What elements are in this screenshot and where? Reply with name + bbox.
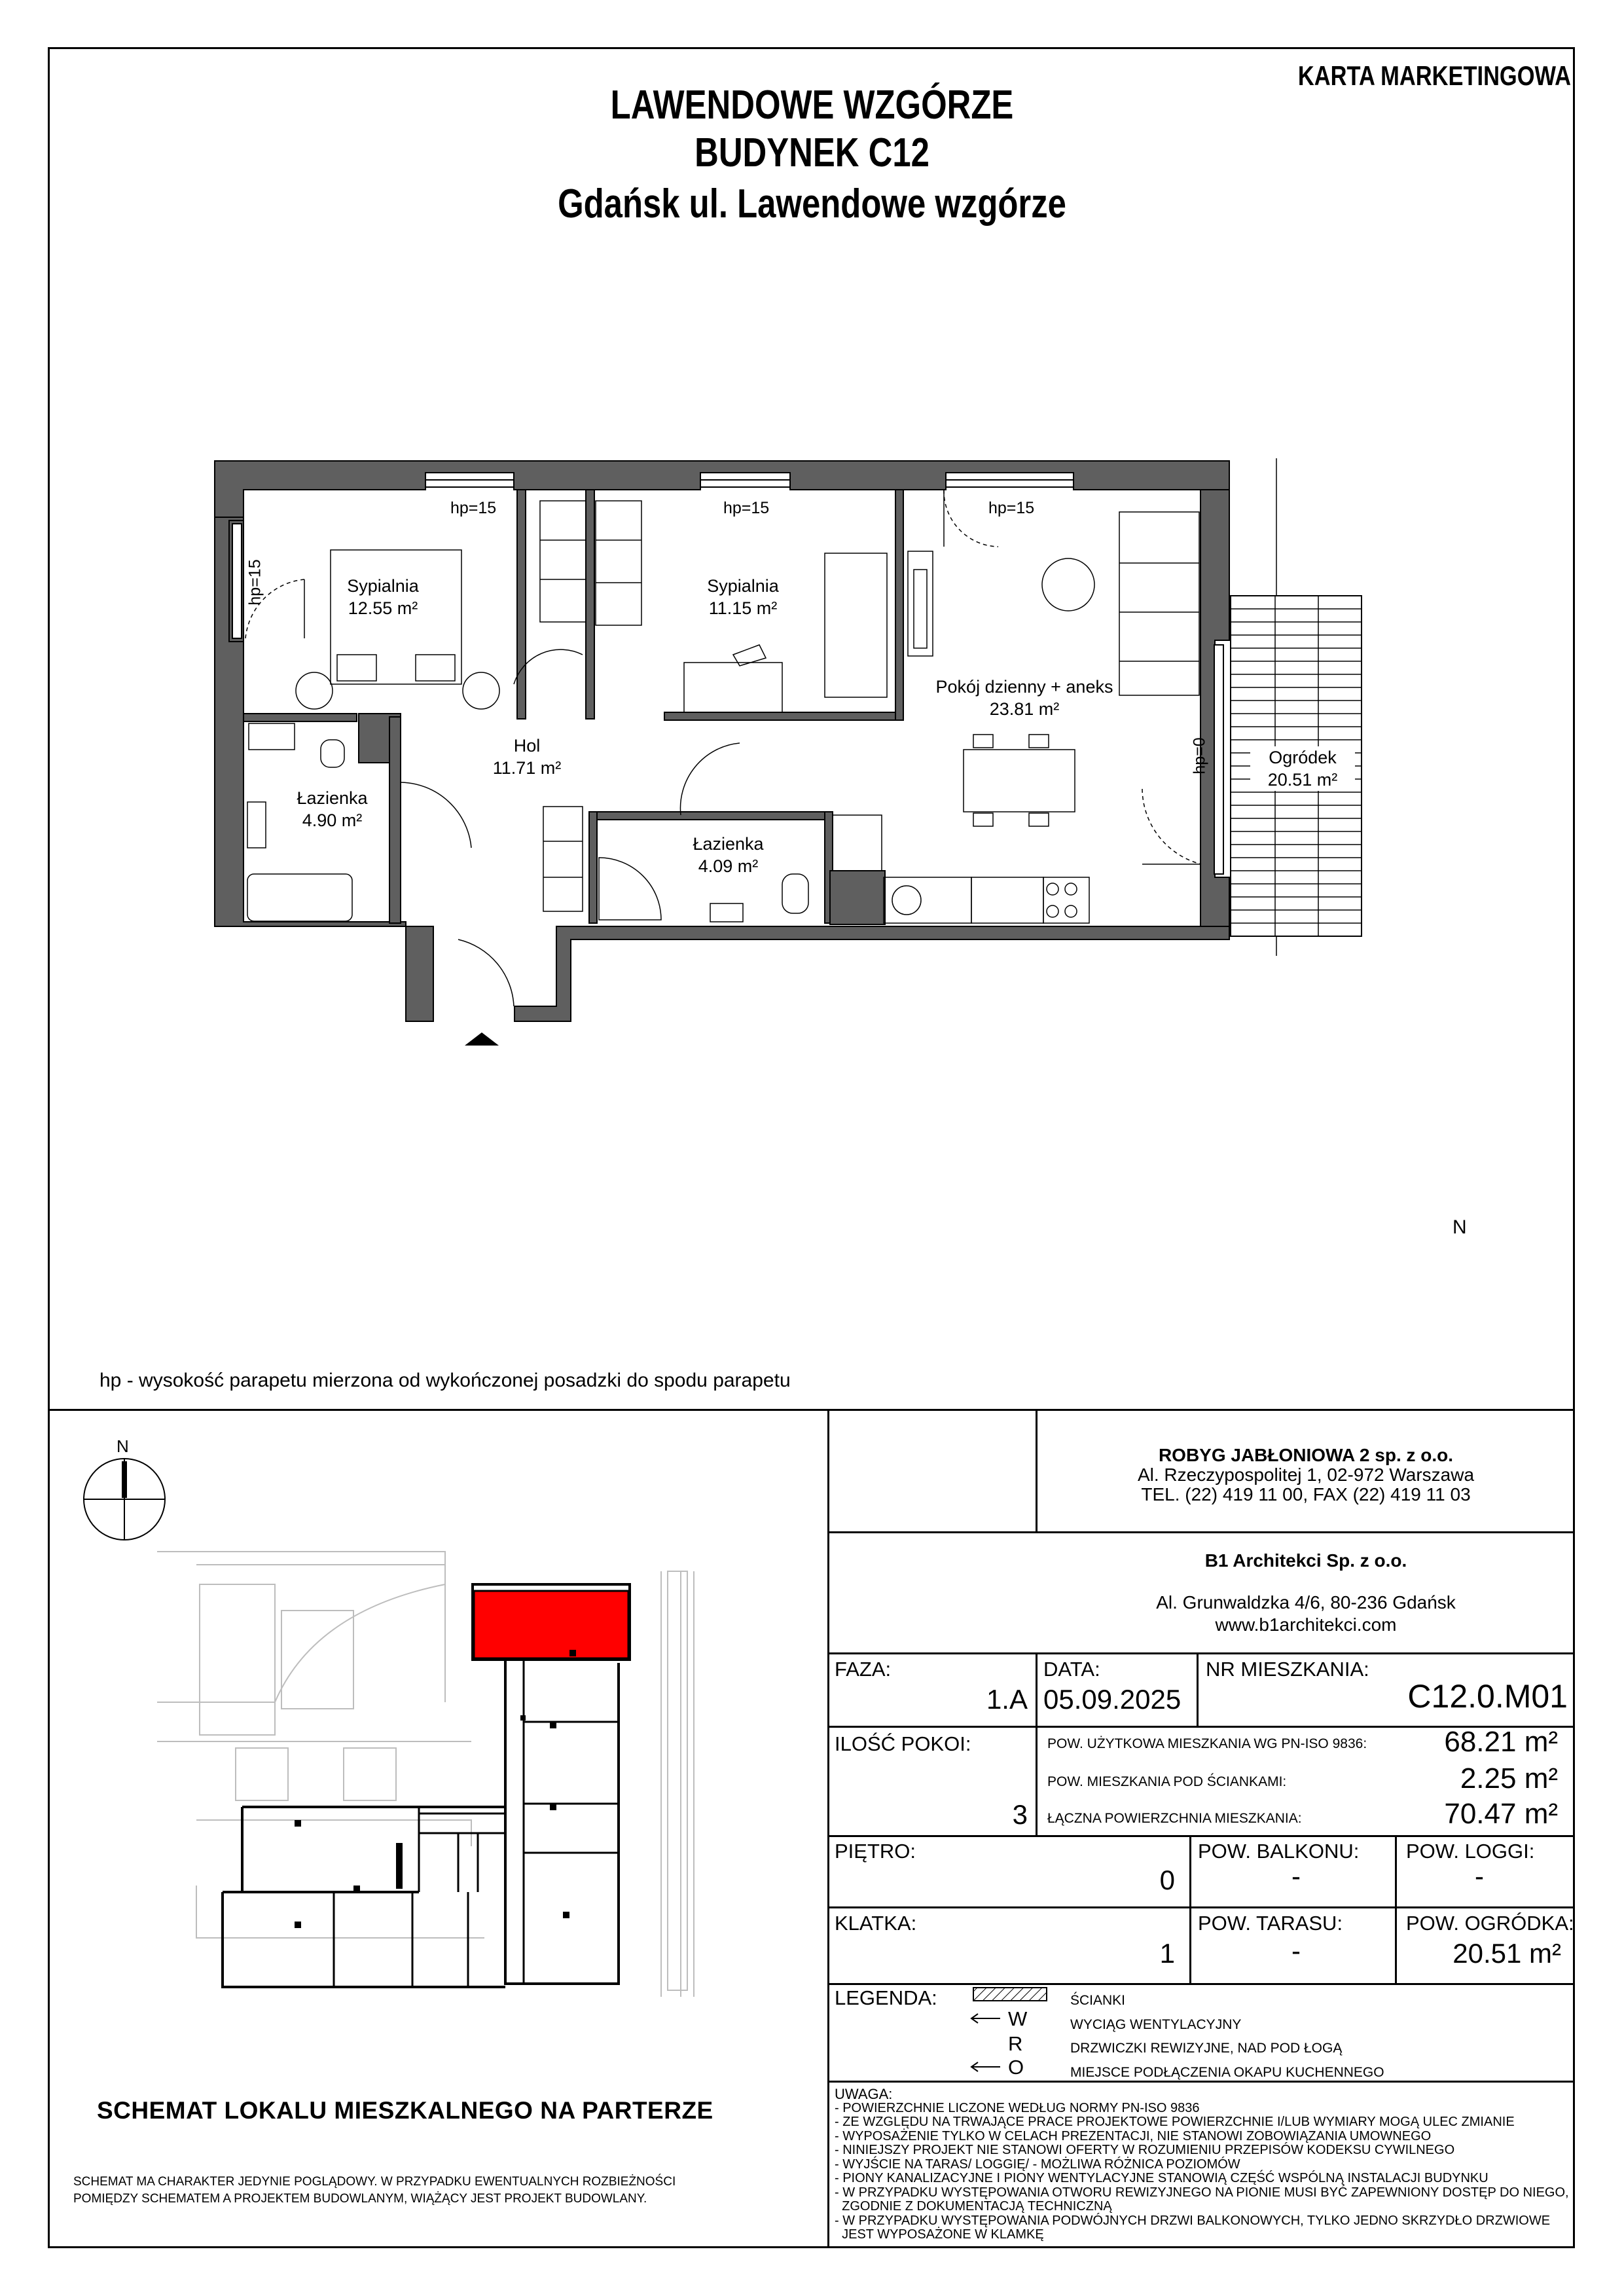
- developer-phone: TEL. (22) 419 11 00, FAX (22) 419 11 03: [1141, 1484, 1471, 1504]
- pow-scianki-value: 2.25 m²: [1460, 1762, 1558, 1795]
- room-label-hall: [478, 735, 576, 779]
- room-name: Łazienka: [297, 788, 368, 808]
- wall-internal: [517, 490, 526, 719]
- pow-laczna-value: 70.47 m²: [1444, 1798, 1558, 1830]
- pokoje-label: ILOŚĆ POKOI:: [835, 1732, 971, 1755]
- note-line: - POWIERZCHNIE LICZONE WEDŁUG NORMY PN-ISO 9836: [835, 2100, 1200, 2115]
- card-type-label: KARTA MARKETINGOWA: [1297, 60, 1571, 91]
- building-title: BUDYNEK C12: [695, 130, 929, 175]
- info-grid-line: [827, 1531, 1575, 1533]
- address-title: Gdańsk ul. Lawendowe wzgórze: [558, 181, 1066, 227]
- legend-title: LEGENDA:: [835, 1986, 937, 2009]
- note-line: - W PRZYPADKU WYSTĘPOWANIA PODWÓJNYCH DRZWI BALKONOWYCH, TYLKO JEDNO SKRZYDŁO DRZWIOWE: [835, 2213, 1551, 2228]
- room-area: 23.81 m²: [989, 699, 1060, 719]
- divider-schema-info: [827, 1409, 829, 2248]
- note-line: JEST WYPOSAŻONE W KLAMKĘ: [835, 2227, 1044, 2242]
- pow-uzytkowa-value: 68.21 m²: [1444, 1726, 1558, 1758]
- info-grid-line: [827, 1835, 1575, 1837]
- legend-item: ŚCIANKI: [1070, 1993, 1126, 2008]
- room-label-living: [916, 676, 1132, 720]
- room-label-bedroom1: [321, 575, 445, 619]
- taras-value: -: [1291, 1935, 1301, 1966]
- pokoje-value: 3: [1012, 1799, 1028, 1830]
- legend-item: MIEJSCE PODŁĄCZENIA OKAPU KUCHENNEGO: [1070, 2065, 1384, 2080]
- wall-top: [215, 461, 1229, 517]
- north-label-schema: N: [117, 1436, 129, 1456]
- notes-block: [835, 2087, 1569, 2242]
- nr-value: C12.0.M01: [1407, 1678, 1568, 1715]
- wall-internal: [895, 490, 903, 720]
- room-label-garden: [1250, 746, 1355, 791]
- schema-disclaimer-line2: POMIĘDZY SCHEMATEM A PROJEKTEM BUDOWLANYM, WIĄŻĄCY JEST PROJEKT BUDOWLANY.: [73, 2192, 647, 2206]
- developer-block: [1041, 1446, 1571, 1504]
- info-grid-line: [1395, 1835, 1397, 1983]
- wall-internal: [389, 717, 401, 923]
- faza-label: FAZA:: [835, 1658, 892, 1681]
- sill-label: hp=15: [245, 559, 264, 606]
- balkon-label: POW. BALKONU:: [1198, 1840, 1360, 1863]
- highlighted-apartment: [474, 1591, 628, 1658]
- room-area: 20.51 m²: [1267, 770, 1338, 790]
- room-area: 11.71 m²: [492, 758, 562, 778]
- sill-label: hp=15: [723, 499, 770, 517]
- legend-symbol-w: W: [1008, 2007, 1028, 2030]
- balkon-value: -: [1291, 1861, 1301, 1891]
- entrance-arrow: [465, 1032, 499, 1046]
- schema-disclaimer-line1: SCHEMAT MA CHARAKTER JEDYNIE POGLĄDOWY. W PRZYPADKU EWENTUALNYCH ROZBIEŻNOŚCI: [73, 2175, 676, 2189]
- pow-uzytkowa-label: POW. UŻYTKOWA MIESZKANIA WG PN-ISO 9836:: [1047, 1736, 1367, 1751]
- sill-height-note: hp - wysokość parapetu mierzona od wykończonej posadzki do spodu parapetu: [99, 1370, 791, 1391]
- architect-web: www.b1architekci.com: [1215, 1614, 1397, 1635]
- note-line: - NINIEJSZY PROJEKT NIE STANOWI OFERTY W ROZUMIENIU PRZEPISÓW KODEKSU CYWILNEGO: [835, 2143, 1455, 2157]
- architect-address: Al. Grunwaldzka 4/6, 80-236 Gdańsk: [1156, 1592, 1456, 1613]
- info-grid-line: [827, 2081, 1575, 2083]
- room-area: 4.09 m²: [698, 856, 759, 876]
- project-title: LAWENDOWE WZGÓRZE: [610, 82, 1014, 128]
- wall-internal: [589, 812, 597, 923]
- room-name: Sypialnia: [347, 576, 419, 596]
- nr-label: NR MIESZKANIA:: [1206, 1658, 1369, 1681]
- note-line: - ZE WZGLĘDU NA TRWAJĄCE PRACE PROJEKTOWE POWIERZCHNIE I/LUB WYMIARY MOGĄ ULEC ZMIANIE: [835, 2115, 1515, 2129]
- floor-plan: [0, 0, 1624, 1080]
- wall-bottom: [514, 926, 1229, 1021]
- sill-label: hp=15: [988, 499, 1035, 517]
- legend-symbol-r: R: [1008, 2032, 1023, 2055]
- room-name: Pokój dzienny + aneks: [935, 677, 1113, 697]
- room-label-bedroom2: [681, 575, 805, 619]
- legend-item: WYCIĄG WENTYLACYJNY: [1070, 2017, 1242, 2032]
- ogrodek-value: 20.51 m²: [1453, 1938, 1561, 1969]
- wall-hatch-symbol: [973, 1988, 1047, 2001]
- room-name: Hol: [513, 736, 541, 756]
- schema-title: SCHEMAT LOKALU MIESZKALNEGO NA PARTERZE: [97, 2097, 713, 2124]
- room-label-bathroom1: [285, 787, 380, 831]
- info-grid-line: [1036, 1409, 1038, 1531]
- wall-internal: [589, 812, 831, 820]
- data-label: DATA:: [1043, 1658, 1100, 1681]
- developer-address: Al. Rzeczypospolitej 1, 02-972 Warszawa: [1137, 1465, 1475, 1485]
- info-grid-line: [1036, 1726, 1038, 1835]
- faza-value: 1.A: [986, 1684, 1028, 1715]
- note-line: ZGODNIE Z DOKUMENTACJĄ TECHNICZNĄ: [835, 2199, 1112, 2214]
- loggia-label: POW. LOGGI:: [1406, 1840, 1535, 1863]
- north-label-plan: N: [1453, 1216, 1467, 1238]
- pietro-value: 0: [1159, 1865, 1175, 1895]
- wall-internal: [830, 871, 885, 924]
- klatka-label: KLATKA:: [835, 1912, 917, 1935]
- room-label-bathroom2: [681, 833, 776, 877]
- klatka-value: 1: [1159, 1938, 1175, 1969]
- ogrodek-label: POW. OGRÓDKA:: [1406, 1912, 1574, 1935]
- sill-label: hp=15: [450, 499, 497, 517]
- architect-name: B1 Architekci Sp. z o.o.: [1204, 1550, 1407, 1571]
- room-name: Sypialnia: [707, 576, 779, 596]
- room-name: Łazienka: [693, 834, 764, 854]
- info-grid-line: [827, 1652, 1575, 1654]
- notes-title: UWAGA:: [835, 2086, 893, 2102]
- note-line: - WYPOSAŻENIE TYLKO W CELACH PREZENTACJI, NIE STANOWI ZOBOWIĄZANIA UMOWNEGO: [835, 2128, 1432, 2143]
- info-grid-line: [1189, 1835, 1191, 1983]
- info-grid-line: [1036, 1652, 1038, 1726]
- pow-scianki-label: POW. MIESZKANIA POD ŚCIANKAMI:: [1047, 1774, 1287, 1789]
- pietro-label: PIĘTRO:: [835, 1840, 916, 1863]
- wall-internal: [586, 490, 594, 719]
- wall-internal: [664, 712, 903, 720]
- data-value: 05.09.2025: [1043, 1684, 1182, 1715]
- pow-laczna-label: ŁĄCZNA POWIERZCHNIA MIESZKANIA:: [1047, 1811, 1302, 1826]
- info-grid-line: [1197, 1652, 1199, 1726]
- room-area: 12.55 m²: [348, 598, 418, 618]
- taras-label: POW. TARASU:: [1198, 1912, 1343, 1935]
- site-schema: [0, 1408, 826, 2160]
- room-area: 4.90 m²: [302, 811, 363, 830]
- info-grid-line: [827, 1983, 1575, 1985]
- note-line: - WYJŚCIE NA TARAS/ LOGGIĘ/ - MOŻLIWA RÓŻNICA POZIOMÓW: [835, 2157, 1240, 2172]
- architect-block: [1041, 1550, 1571, 1636]
- note-line: - PIONY KANALIZACYJNE I PIONY WENTYLACYJNE STANOWIĄ CZĘŚĆ WSPÓLNĄ INSTALACJI BUDYNKU: [835, 2171, 1489, 2185]
- legend-item: DRZWICZKI REWIZYJNE, NAD POD ŁOGĄ: [1070, 2041, 1343, 2056]
- room-area: 11.15 m²: [708, 598, 778, 618]
- loggia-value: -: [1475, 1861, 1484, 1891]
- legend-symbol-o: O: [1008, 2056, 1024, 2079]
- room-name: Ogródek: [1269, 748, 1337, 767]
- note-line: - W PRZYPADKU WYSTĘPOWANIA OTWORU REWIZYJNEGO NA PIONIE MUSI BYĆ ZAPEWNIONY DOSTĘP DO NIEGO,: [835, 2185, 1569, 2200]
- sill-label: hp=0: [1190, 737, 1209, 774]
- developer-name: ROBYG JABŁONIOWA 2 sp. z o.o.: [1158, 1445, 1454, 1465]
- wall-internal: [244, 714, 357, 721]
- info-grid-line: [827, 1906, 1575, 1908]
